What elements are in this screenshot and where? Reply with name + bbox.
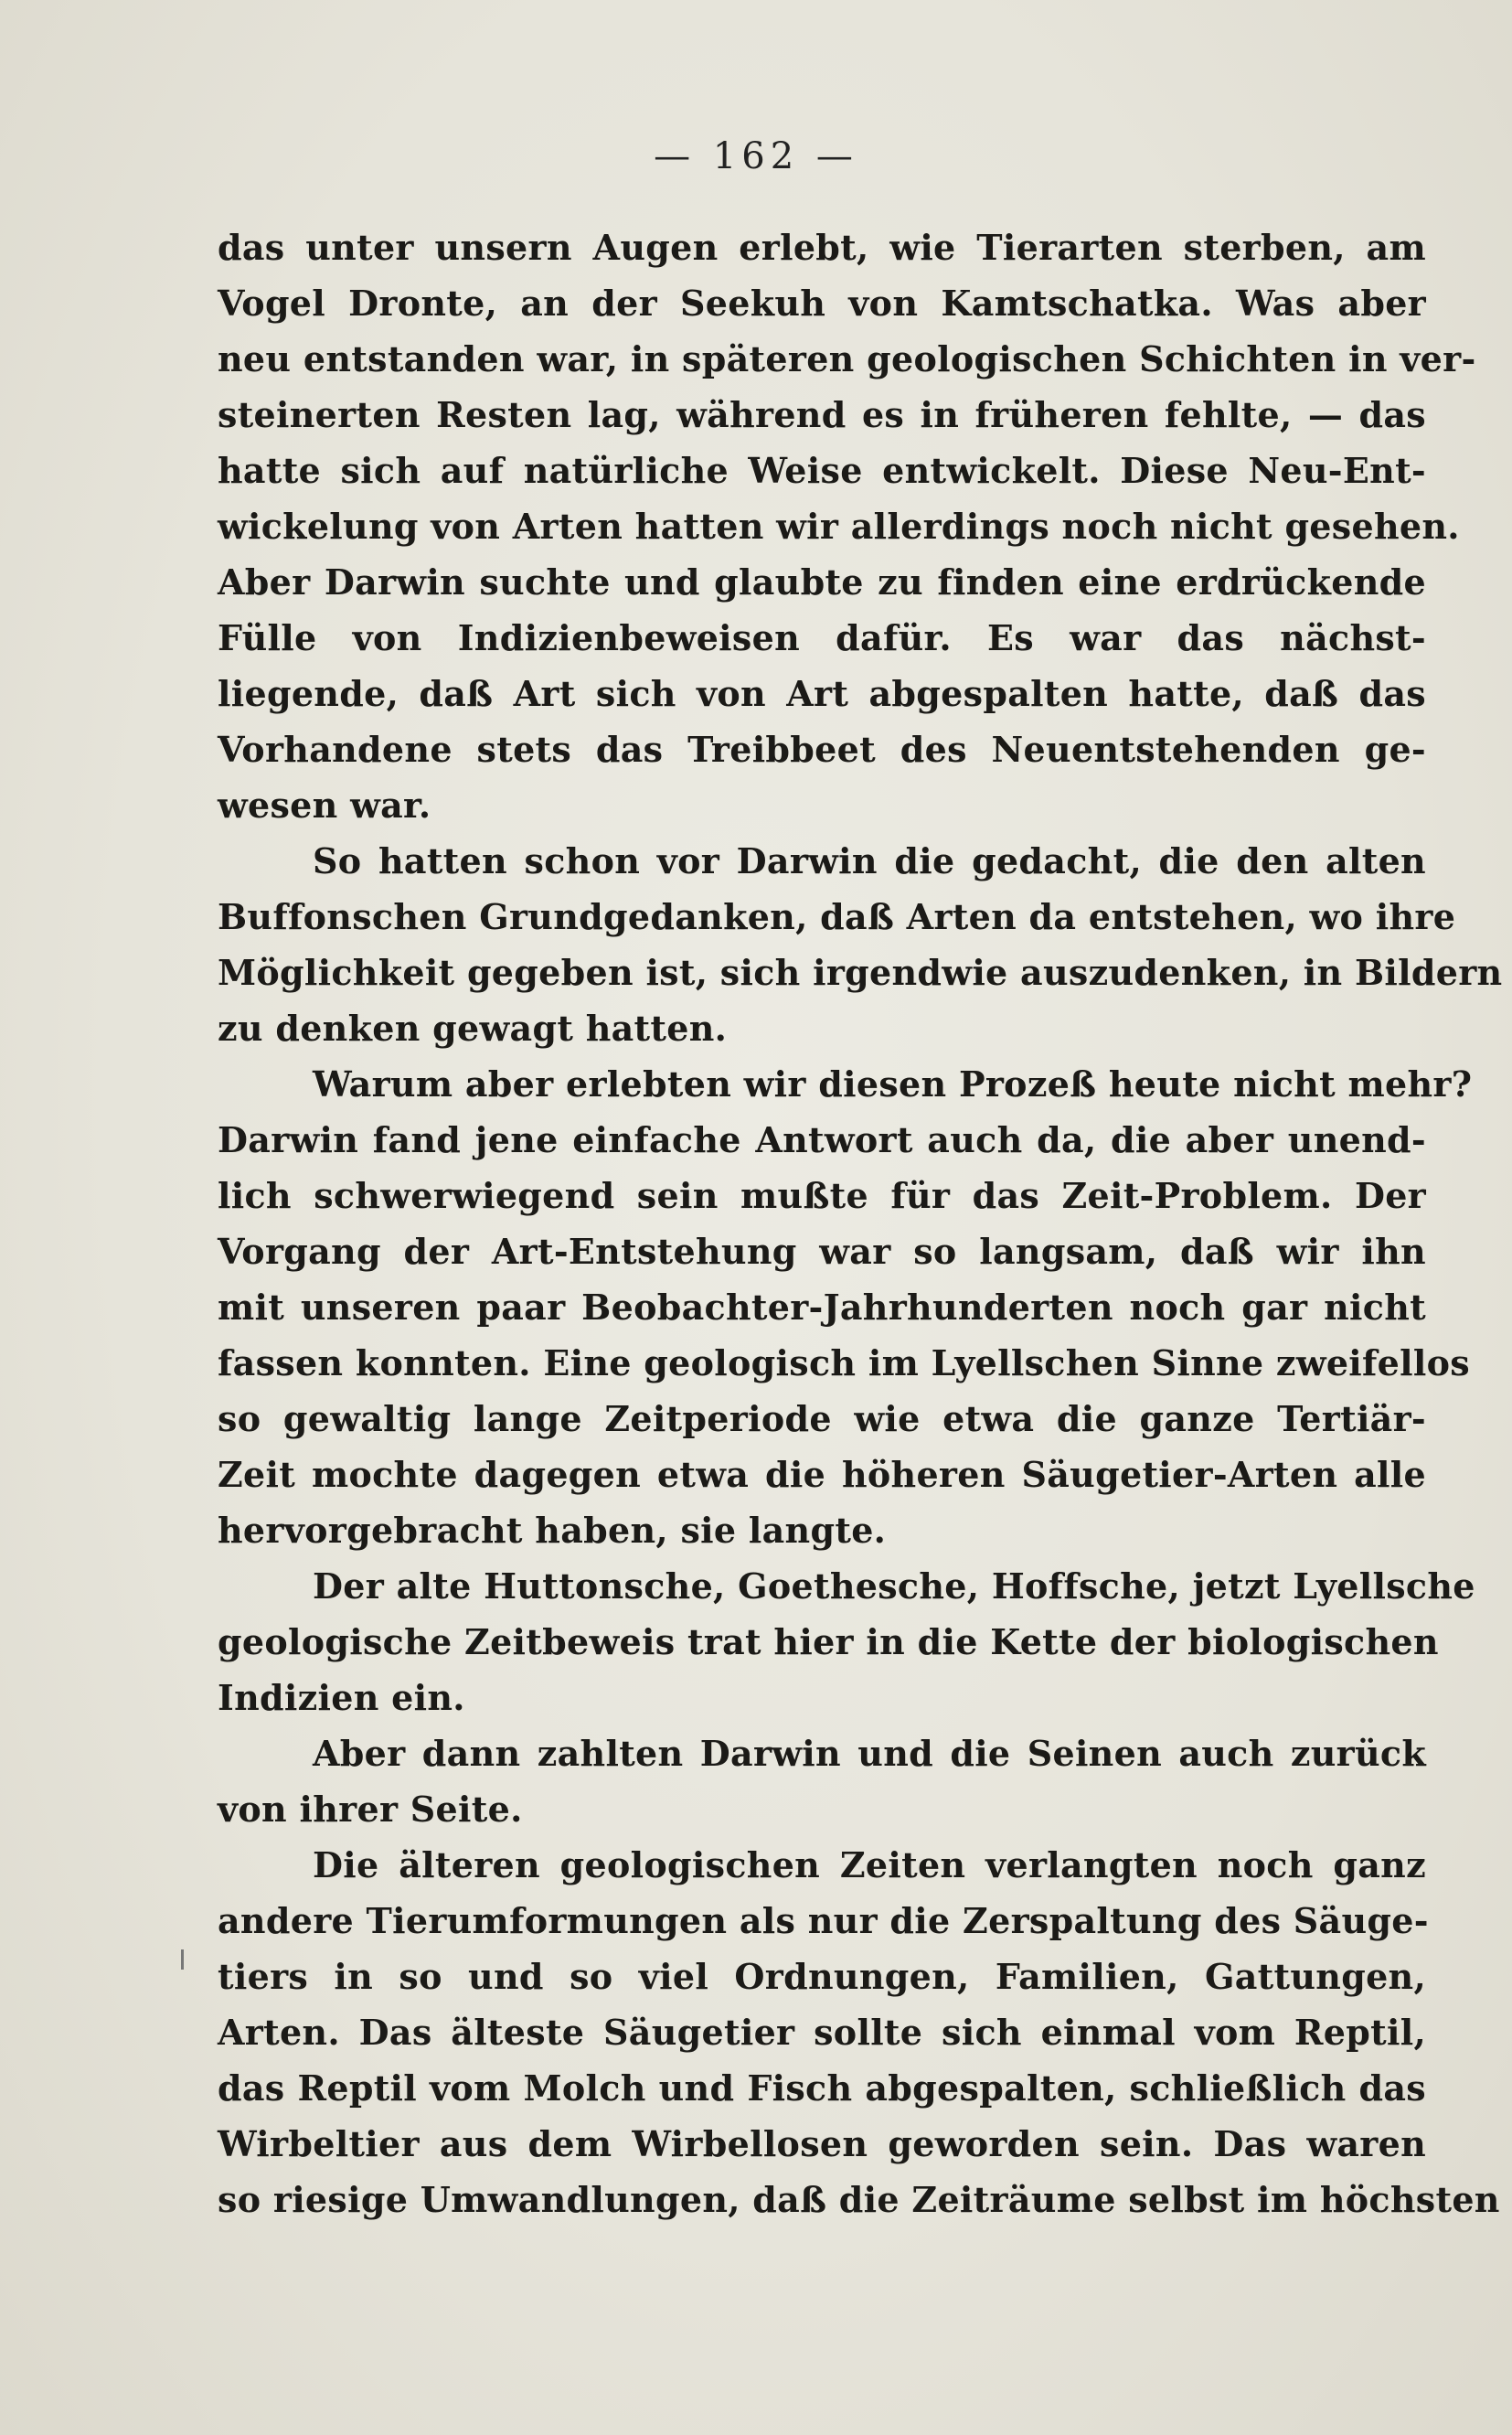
text-line: lich schwerwiegend sein mußte für das Zeit-Problem. Der [218, 1175, 1426, 1216]
text-line: Vogel Dronte, an der Seekuh von Kamtschatka. Was aber [218, 283, 1426, 324]
text-line: fassen konnten. Eine geologisch im Lyellschen Sinne zweifellos [218, 1342, 1470, 1383]
text-line: steinerten Resten lag, während es in früheren fehlte, — das [218, 394, 1426, 435]
text-line: Arten. Das älteste Säugetier sollte sich einmal vom Reptil, [218, 2012, 1426, 2053]
text-line: Buffonschen Grundgedanken, daß Arten da entstehen, wo ihre [218, 896, 1456, 937]
text-line: Zeit mochte dagegen etwa die höheren Säugetier-Arten alle [218, 1454, 1426, 1495]
text-line: mit unseren paar Beobachter-Jahrhunderten noch gar nicht [218, 1287, 1426, 1328]
text-line: Vorhandene stets das Treibbeet des Neuentstehenden ge- [218, 729, 1426, 770]
text-line: neu entstanden war, in späteren geologischen Schichten in ver- [218, 338, 1476, 379]
text-line: Darwin fand jene einfache Antwort auch da, die aber unend- [218, 1119, 1426, 1160]
text-line: tiers in so und so viel Ordnungen, Familien, Gattungen, [218, 1956, 1426, 1997]
text-line: liegende, daß Art sich von Art abgespalten hatte, daß das [218, 673, 1426, 714]
text-line: Vorgang der Art-Entstehung war so langsam, daß wir ihn [218, 1231, 1426, 1272]
text-line: Wirbeltier aus dem Wirbellosen geworden sein. Das waren [218, 2123, 1426, 2164]
text-line: Indizien ein. [218, 1677, 465, 1718]
text-line: So hatten schon vor Darwin die gedacht, die den alten [313, 840, 1426, 881]
text-line: Aber Darwin suchte und glaubte zu finden eine erdrückende [218, 561, 1426, 603]
text-line: Fülle von Indizienbeweisen dafür. Es war das nächst- [218, 617, 1426, 658]
text-line: so riesige Umwandlungen, daß die Zeiträume selbst im höchsten [218, 2179, 1500, 2220]
text-line: das unter unsern Augen erlebt, wie Tierarten sterben, am [218, 227, 1426, 268]
text-line: hatte sich auf natürliche Weise entwickelt. Diese Neu-Ent- [218, 450, 1426, 491]
text-line: das Reptil vom Molch und Fisch abgespalten, schließlich das [218, 2067, 1426, 2109]
body-text [218, 219, 1503, 2227]
text-line: Die älteren geologischen Zeiten verlangten noch ganz [313, 1844, 1426, 1885]
text-line: zu denken gewagt hatten. [218, 1008, 728, 1049]
text-line: andere Tierumformungen als nur die Zerspaltung des Säuge- [218, 1900, 1429, 1941]
margin-mark [181, 1949, 184, 1970]
text-line: von ihrer Seite. [218, 1789, 523, 1830]
text-line: wesen war. [218, 785, 431, 826]
text-line: Warum aber erlebten wir diesen Prozeß heute nicht mehr? [313, 1063, 1473, 1105]
text-line: so gewaltig lange Zeitperiode wie etwa die ganze Tertiär- [218, 1398, 1426, 1439]
text-line: Aber dann zahlten Darwin und die Seinen auch zurück [313, 1733, 1426, 1774]
text-line: Der alte Huttonsche, Goethesche, Hoffsche, jetzt Lyellsche [313, 1565, 1475, 1607]
text-line: Möglichkeit gegeben ist, sich irgendwie auszudenken, in Bildern [218, 952, 1503, 993]
text-line: hervorgebracht haben, sie langte. [218, 1510, 887, 1551]
text-line: geologische Zeitbeweis trat hier in die Kette der biologischen [218, 1621, 1439, 1662]
text-line: wickelung von Arten hatten wir allerdings noch nicht gesehen. [218, 506, 1460, 547]
page-number: — 162 — [654, 135, 858, 177]
